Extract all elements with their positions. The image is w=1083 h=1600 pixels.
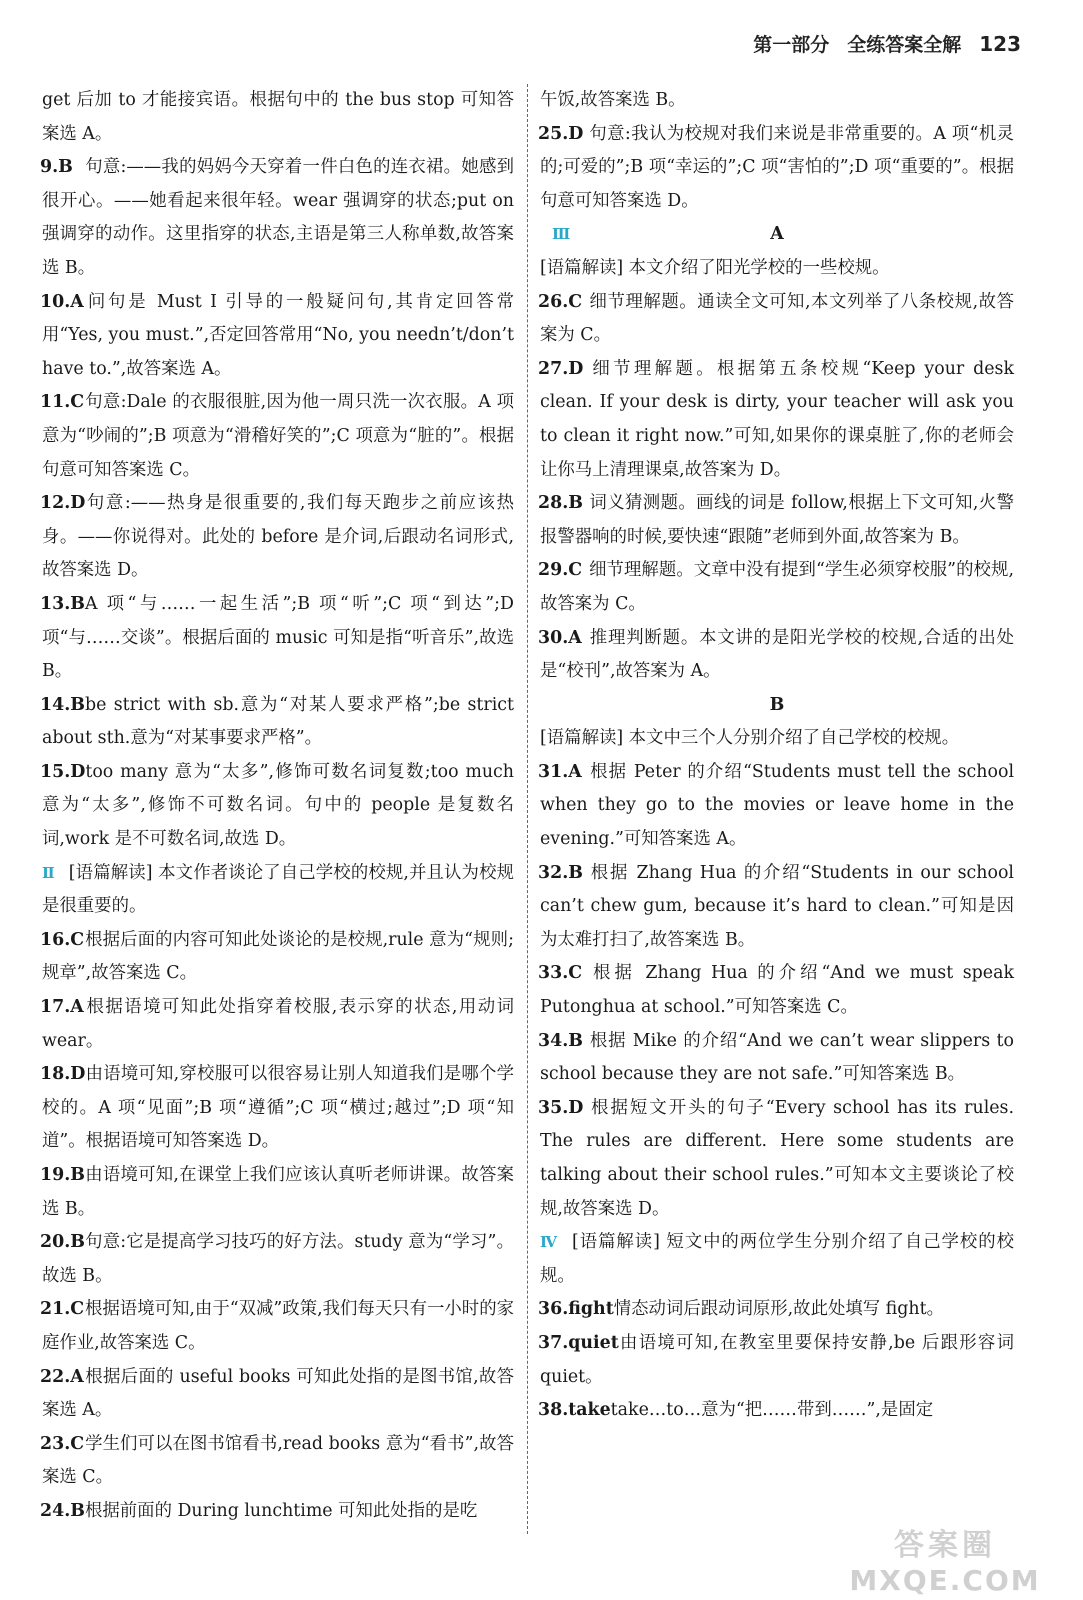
answer-explanation: too many 意为“太多”,修饰可数名词复数;too much 意为“太多”,修饰不可数名词。句中的 people 是复数名词,work 是不可数名词,故选 D。 bbox=[42, 761, 514, 850]
answer-number: 25.D bbox=[538, 123, 584, 144]
answer-number: 22.A bbox=[40, 1366, 84, 1387]
answer-number: 9.B bbox=[40, 157, 73, 178]
answer-explanation: 根据 Zhang Hua 的介绍“Students in our school can’t chew gum, because it’s hard to clean.”可知是因为太难打扫了,故答案选 B。 bbox=[540, 862, 1014, 950]
answer-item bbox=[540, 487, 1014, 554]
answer-explanation: 根据短文开头的句子“Every school has its rules. The rules are different. Here some students are talking about their school rules.”可知本文主要谈论了校规,故答案选 D。 bbox=[540, 1097, 1014, 1219]
watermark-logo bbox=[825, 1520, 1065, 1597]
answer-number: 12.D bbox=[40, 493, 86, 514]
answer-explanation: 细节理解题。根据第五条校规“Keep your desk clean. If your desk is dirty, your teacher will ask you to clean it right now.”可知,如果你的课桌脏了,你的老师会让你马上清理课桌,故答案为 D。 bbox=[540, 358, 1014, 480]
section-3-title: A bbox=[770, 224, 784, 245]
answer-number: 17.A bbox=[40, 997, 84, 1018]
page-header bbox=[753, 30, 1021, 57]
part-label: 第一部分 bbox=[753, 34, 830, 56]
right-column bbox=[540, 84, 1014, 1428]
answer-explanation: 情态动词后跟动词原形,故此处填写 fight。 bbox=[613, 1299, 944, 1320]
answer-item bbox=[42, 756, 514, 857]
answer-item bbox=[42, 588, 514, 689]
answer-item bbox=[42, 386, 514, 487]
answer-number: 24.B bbox=[40, 1500, 85, 1521]
section-2-mark: Ⅱ bbox=[42, 863, 55, 882]
answer-number: 20.B bbox=[40, 1232, 85, 1253]
right-items-3 bbox=[540, 286, 1014, 689]
right-items-4 bbox=[540, 1293, 1014, 1427]
answer-explanation: 句意:我认为校规对我们来说是非常重要的。A 项“机灵的;可爱的”;B 项“幸运的”;C 项“害怕的”;D 项“重要的”。根据句意可知答案选 D。 bbox=[540, 123, 1014, 211]
answer-explanation: 根据语境可知,由于“双减”政策,我们每天只有一小时的家庭作业,故答案选 C。 bbox=[42, 1299, 514, 1353]
answer-item bbox=[42, 1428, 514, 1495]
answer-number: 16.C bbox=[40, 929, 85, 950]
answer-number: 18.D bbox=[40, 1064, 86, 1085]
answer-number: 31.A bbox=[538, 761, 582, 782]
left-items bbox=[42, 151, 514, 856]
section-b-reading: [语篇解读] 本文中三个人分别介绍了自己学校的校规。 bbox=[540, 728, 960, 749]
watermark-bottom: MXQE.COM bbox=[849, 1564, 1041, 1597]
answer-explanation: 句意:——热身是很重要的,我们每天跑步之前应该热身。——你说得对。此处的 before 是介词,后跟动名词形式,故答案选 D。 bbox=[42, 493, 514, 581]
answer-explanation: 根据 Mike 的介绍“And we can’t wear slippers to school because they are not safe.”可知答案选 B。 bbox=[540, 1030, 1014, 1085]
watermark-top: 答案圈 bbox=[894, 1528, 996, 1563]
answer-explanation: be strict with sb.意为“对某人要求严格”;be strict about sth.意为“对某事要求严格”。 bbox=[42, 694, 514, 749]
answer-item bbox=[42, 1361, 514, 1428]
answer-number: 33.C bbox=[538, 963, 583, 984]
answer-item bbox=[42, 1058, 514, 1159]
answer-number: 34.B bbox=[538, 1030, 583, 1051]
answer-number: 10.A bbox=[40, 291, 84, 312]
answer-item bbox=[540, 118, 1014, 219]
right-items-b bbox=[540, 756, 1014, 1226]
answer-item bbox=[42, 487, 514, 588]
section-3-mark: Ⅲ bbox=[552, 225, 571, 244]
answer-explanation: 根据后面的 useful books 可知此处指的是图书馆,故答案选 A。 bbox=[42, 1366, 514, 1421]
answer-number: 32.B bbox=[538, 862, 583, 883]
page-number: 123 bbox=[979, 32, 1021, 56]
answer-item bbox=[540, 857, 1014, 958]
section-2-text: [语篇解读] 本文作者谈论了自己学校的校规,并且认为校规是很重要的。 bbox=[42, 862, 514, 917]
answer-explanation: 问句是 Must I 引导的一般疑问句,其肯定回答常用“Yes, you must.”,否定回答常用“No, you needn’t/don’t have to.”,故答案选 A。 bbox=[42, 291, 514, 379]
answer-explanation: 根据前面的 During lunchtime 可知此处指的是吃 bbox=[85, 1500, 478, 1521]
answer-item bbox=[42, 924, 514, 991]
answer-item bbox=[42, 991, 514, 1058]
answer-explanation: 词义猜测题。画线的词是 follow,根据上下文可知,火警报警器响的时候,要快速“跟随”老师到外面,故答案为 B。 bbox=[540, 493, 1014, 547]
answer-number: 21.C bbox=[40, 1299, 85, 1320]
section-4-reading bbox=[540, 1226, 1014, 1293]
left-intro: get 后加 to 才能接宾语。根据句中的 the bus stop 可知答案选 A。 bbox=[42, 90, 514, 144]
answer-item bbox=[540, 286, 1014, 353]
answer-number: 23.C bbox=[40, 1433, 85, 1454]
answer-number: 36.fight bbox=[538, 1299, 614, 1320]
answer-item bbox=[42, 1226, 514, 1293]
answer-number: 14.B bbox=[40, 694, 85, 715]
right-items bbox=[540, 118, 1014, 219]
answer-explanation: 由语境可知,穿校服可以很容易让别人知道我们是哪个学校的。A 项“见面”;B 项“遵循”;C 项“横过;越过”;D 项“知道”。根据语境可知答案选 D。 bbox=[42, 1064, 514, 1152]
answer-number: 28.B bbox=[538, 493, 583, 514]
answer-number: 19.B bbox=[40, 1165, 85, 1185]
book-title: 全练答案全解 bbox=[847, 34, 962, 56]
answer-item bbox=[42, 286, 514, 387]
answer-item bbox=[540, 353, 1014, 487]
answer-explanation: 由语境可知,在教室里要保持安静,be 后跟形容词 quiet。 bbox=[540, 1332, 1014, 1387]
answer-number: 13.B bbox=[40, 593, 85, 614]
answer-item bbox=[540, 1293, 1014, 1327]
answer-number: 27.D bbox=[538, 358, 584, 379]
answer-item bbox=[540, 1092, 1014, 1226]
answer-number: 29.C bbox=[538, 560, 583, 581]
answer-explanation: 学生们可以在图书馆看书,read books 意为“看书”,故答案选 C。 bbox=[42, 1433, 514, 1488]
answer-item bbox=[540, 622, 1014, 689]
answer-number: 37.quiet bbox=[538, 1332, 619, 1353]
answer-explanation: 句意:Dale 的衣服很脏,因为他一周只洗一次衣服。A 项意为“吵闹的”;B 项意为“滑稽好笑的”;C 项意为“脏的”。根据句意可知答案选 C。 bbox=[42, 392, 514, 480]
answer-number: 26.C bbox=[538, 291, 583, 312]
answer-explanation: 根据后面的内容可知此处谈论的是校规,rule 意为“规则;规章”,故答案选 C。 bbox=[42, 929, 514, 984]
answer-explanation: 句意:它是提高学习技巧的好方法。study 意为“学习”。故选 B。 bbox=[42, 1232, 514, 1286]
answer-explanation: 根据 Zhang Hua 的介绍“And we must speak Putonghua at school.”可知答案选 C。 bbox=[540, 963, 1014, 1018]
answer-number: 35.D bbox=[538, 1097, 584, 1118]
section-b-title: B bbox=[769, 694, 785, 715]
answer-explanation: take…to…意为“把……带到……”,是固定 bbox=[610, 1400, 934, 1421]
section-3-heading bbox=[540, 218, 1014, 252]
answer-explanation: 推理判断题。本文讲的是阳光学校的校规,合适的出处是“校刊”,故答案为 A。 bbox=[540, 627, 1014, 682]
section-4-text: [语篇解读] 短文中的两位学生分别介绍了自己学校的校规。 bbox=[540, 1232, 1014, 1286]
answer-explanation: 根据语境可知此处指穿着校服,表示穿的状态,用动词 wear。 bbox=[42, 997, 514, 1051]
answer-item bbox=[42, 151, 514, 285]
answer-explanation: 句意:——我的妈妈今天穿着一件白色的连衣裙。她感到很开心。——她看起来很年轻。wear 强调穿的状态;put on 强调穿的动作。这里指穿的状态,主语是第三人称单数,故答案选 B。 bbox=[42, 157, 514, 278]
column-divider bbox=[527, 84, 529, 1534]
answer-item bbox=[540, 1025, 1014, 1092]
answer-explanation: 根据 Peter 的介绍“Students must tell the school when they go to the movies or leave home in the evening.”可知答案选 A。 bbox=[540, 761, 1014, 850]
answer-item bbox=[540, 554, 1014, 621]
answer-number: 11.C bbox=[40, 392, 85, 413]
answer-number: 30.A bbox=[538, 627, 582, 648]
left-column bbox=[42, 84, 514, 1529]
section-3-reading: [语篇解读] 本文介绍了阳光学校的一些校规。 bbox=[540, 257, 890, 278]
answer-explanation: 细节理解题。通读全文可知,本文列举了八条校规,故答案为 C。 bbox=[540, 291, 1014, 346]
answer-item bbox=[540, 756, 1014, 857]
answer-item bbox=[42, 1495, 514, 1529]
answer-item bbox=[540, 957, 1014, 1024]
section-2-reading bbox=[42, 857, 514, 924]
answer-number: 15.D bbox=[40, 761, 86, 782]
answer-item bbox=[540, 1394, 1014, 1428]
answer-item bbox=[42, 689, 514, 756]
answer-number: 38.take bbox=[538, 1400, 611, 1421]
answer-item bbox=[42, 1293, 514, 1360]
answer-explanation: 由语境可知,在课堂上我们应该认真听老师讲课。故答案选 B。 bbox=[42, 1165, 514, 1219]
left-items-2 bbox=[42, 924, 514, 1529]
answer-item bbox=[42, 1159, 514, 1226]
answer-explanation: A 项“与……一起生活”;B 项“听”;C 项“到达”;D 项“与……交谈”。根据后面的 music 可知是指“听音乐”,故选 B。 bbox=[42, 593, 514, 682]
section-4-mark: Ⅳ bbox=[540, 1233, 558, 1252]
answer-explanation: 细节理解题。文章中没有提到“学生必须穿校服”的校规,故答案为 C。 bbox=[540, 560, 1014, 614]
right-intro: 午饭,故答案选 B。 bbox=[540, 90, 686, 110]
answer-item bbox=[540, 1327, 1014, 1394]
